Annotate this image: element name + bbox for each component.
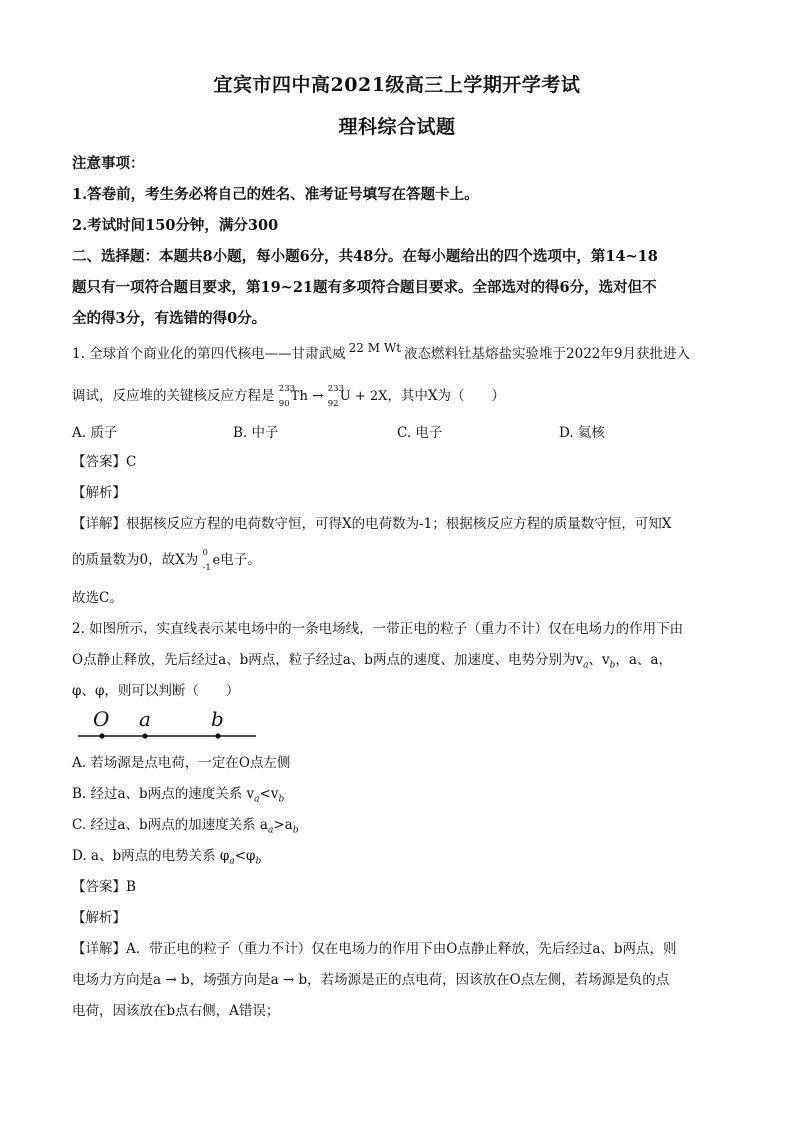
point-b-dot xyxy=(215,733,220,738)
point-a-dot xyxy=(142,733,147,738)
q1-option-d[interactable]: D. 氦核 xyxy=(559,425,605,441)
notes-item-2: 2.考试时间150分钟，满分300 xyxy=(72,217,279,234)
page-subtitle: 理科综合试题 xyxy=(338,116,456,138)
q2-option-d[interactable]: D. a、b两点的电势关系 $\varphi_a<\varphi_b$ xyxy=(72,848,262,867)
label-o: O xyxy=(93,707,110,731)
q1-power: 22 M Wt xyxy=(348,341,402,355)
q1-answer: 【答案】C xyxy=(72,454,137,470)
q2-option-c[interactable]: C. 经过a、b两点的加速度关系 $a_a>a_b$ xyxy=(72,817,299,836)
notes-item-1: 1.答卷前，考生务必将自己的姓名、准考证号填写在答题卡上。 xyxy=(72,186,479,203)
q1-stem-text-a: 1. 全球首个商业化的第四代核电——甘肃武威 xyxy=(72,346,346,362)
q2-stem-line-3: φ、φ，则可以判断（ ） xyxy=(72,683,240,699)
q1-stem-line-2 xyxy=(72,386,505,407)
q1-stem-text-c: 调试，反应堆的关键核反应方程是 xyxy=(72,388,275,404)
q2-stem-line-2: O点静止释放，先后经过a、b两点，粒子经过a、b两点的速度、加速度、电势分别为$v_a$、$v_b$，a、a， xyxy=(72,652,672,671)
q1-detail-line-2: 的质量数为0，故X为 0 -1 e电子。 xyxy=(72,548,261,573)
thorium-nuclide: 233 90 Th xyxy=(278,384,308,409)
q2-analysis-heading: 【解析】 xyxy=(72,910,126,926)
electric-field-line-diagram xyxy=(78,706,258,742)
q1-conclusion: 故选C。 xyxy=(72,590,123,606)
page-title: 宜宾市四中高2021级高三上学期开学考试 xyxy=(213,74,581,96)
label-b: b xyxy=(211,707,224,731)
section-intro-line-3: 全的得3分，有选错的得0分。 xyxy=(72,310,267,327)
uranium-nuclide: 233 92 U + 2X xyxy=(327,384,388,409)
notes-heading: 注意事项： xyxy=(72,155,145,172)
q1-option-b[interactable]: B. 中子 xyxy=(233,425,279,441)
q1-stem-text-d: ，其中X为（ ） xyxy=(387,388,506,404)
q2-detail-line-2: 电场力方向是a → b，场强方向是a → b，若场源是正的点电荷，因该放在O点左侧，若场源是负的点 xyxy=(72,972,670,988)
q1-stem-text-b: 液态燃料钍基熔盐实验堆于2022年9月获批进入 xyxy=(404,346,690,362)
section-intro-line-1: 二、选择题：本题共8小题，每小题6分，共48分。在每小题给出的四个选项中，第14~18 xyxy=(72,248,658,265)
q1-option-a[interactable]: A. 质子 xyxy=(72,425,118,441)
q2-option-b[interactable]: B. 经过a、b两点的速度关系 $v_a<v_b$ xyxy=(72,786,285,805)
q2-detail-line-3: 电荷，因该放在b点右侧，A错误； xyxy=(72,1003,280,1019)
q1-analysis-heading: 【解析】 xyxy=(72,485,126,501)
q1-option-c[interactable]: C. 电子 xyxy=(397,425,443,441)
q1-stem-line-1 xyxy=(72,341,690,364)
q1-detail-line-1: 【详解】根据核反应方程的电荷数守恒，可得X的电荷数为-1；根据核反应方程的质量数守恒，可知X xyxy=(72,516,672,532)
q2-stem-line-1: 2. 如图所示，实直线表示某电场中的一条电场线，一带正电的粒子（重力不计）仅在电场力的作用下由 xyxy=(72,621,684,637)
label-a: a xyxy=(139,707,151,731)
q2-answer: 【答案】B xyxy=(72,879,136,895)
reaction-arrow: → xyxy=(312,388,324,404)
q2-option-a[interactable]: A. 若场源是点电荷，一定在O点左侧 xyxy=(72,755,291,771)
point-o-dot xyxy=(99,733,104,738)
electron-nuclide: 0 -1 e xyxy=(202,548,221,573)
q2-detail-line-1: 【详解】A．带正电的粒子（重力不计）仅在电场力的作用下由O点静止释放，先后经过a、b两点，则 xyxy=(72,941,677,957)
section-intro-line-2: 题只有一项符合题目要求，第19~21题有多项符合题目要求。全部选对的得6分，选对但不 xyxy=(72,279,657,296)
